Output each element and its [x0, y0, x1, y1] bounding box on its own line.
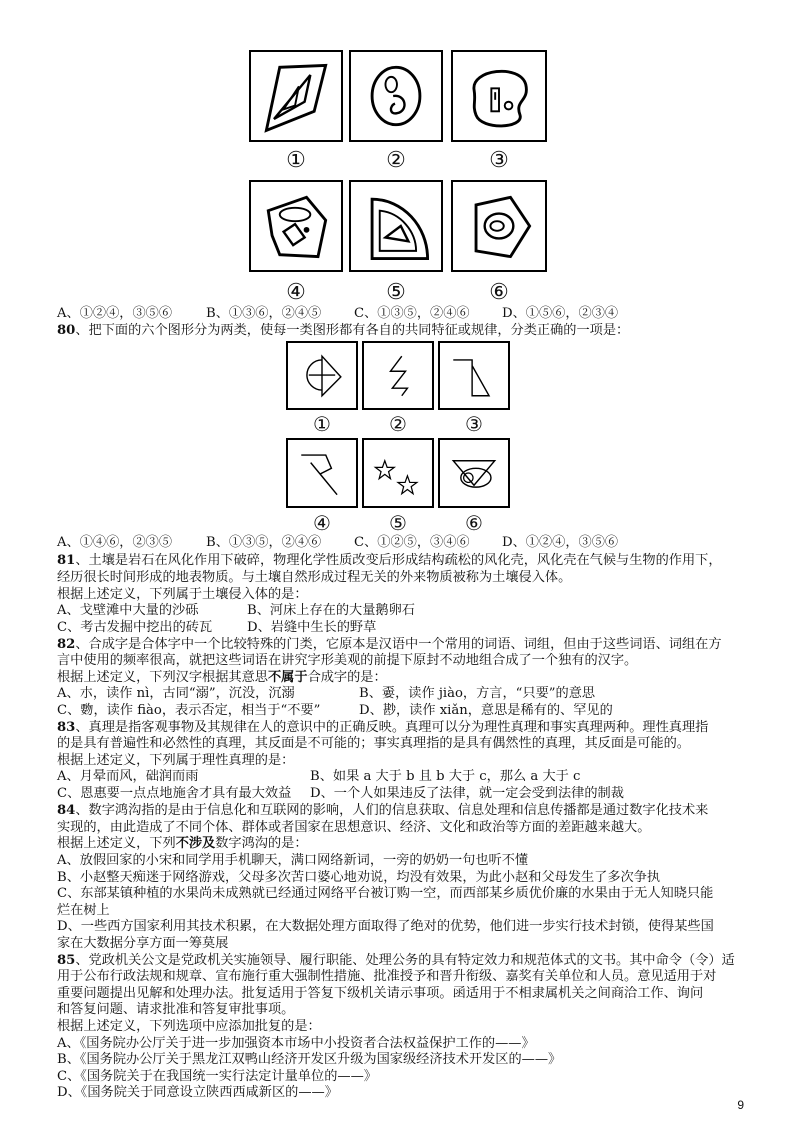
q83-options-row-2: [57, 786, 624, 802]
q84-option-c-cont: 烂在树上: [57, 903, 110, 918]
q81-text-1: 、土壤是岩石在风化作用下破碎，物理化学性质改变后形成结构疏松的风化壳，风化壳在气候与生物的作用下，: [75, 553, 722, 568]
q82-ask-post: 合成字的是：: [307, 670, 387, 685]
q80-option-c: C、①②⑤，③④⑥: [354, 535, 470, 550]
q84-option-d-cont: 家在大数据分享方面一筹莫展: [57, 936, 229, 951]
figure-79-label-6: ⑥: [489, 280, 509, 305]
q85-number: 85: [57, 953, 76, 968]
q79-option-a: A、①②④，③⑤⑥: [57, 306, 173, 321]
figure-80-label-6: ⑥: [465, 511, 483, 535]
q82-line-2: 言中使用的频率很高，就把这些词语在讲究字形美观的前提下原封不动地组合成了一个独有的汉字。: [57, 653, 638, 668]
two-stars-icon: [364, 440, 432, 506]
q84-option-d: D、一些西方国家利用其技术积累，在大数据处理方面取得了绝对的优势，他们进一步实行技术封锁，使得某些国: [57, 919, 714, 934]
q82-options-row-1: [57, 686, 595, 702]
q83-option-a: A、月晕而风，础润而雨: [57, 769, 199, 784]
q85-line-5: 根据上述定义，下列选项中应添加批复的是：: [57, 1019, 321, 1034]
q82-line-1: [57, 637, 722, 653]
q82-number: 82: [57, 637, 76, 652]
figure-80-panel-2: [362, 341, 434, 410]
q84-ask-bold: 不涉及: [175, 836, 216, 851]
semicircle-triangle-icon: [288, 343, 356, 408]
q82-options-row-2: [57, 703, 613, 719]
q81-line-1: [57, 553, 722, 569]
figure-80-panel-3: [438, 341, 510, 410]
q83-line-3: 根据上述定义，下列属于理性真理的是：: [57, 753, 295, 768]
q83-option-c: C、恩惠要一点点地施舍才具有最大效益: [57, 786, 292, 801]
q81-line-3: 根据上述定义，下列属于土壤侵入体的是：: [57, 587, 308, 602]
q83-line-2: 的是具有普遍性和必然性的真理，其反面是不可能的；事实真理指的是具有偶然性的真理，其反面是可能的。: [57, 736, 690, 751]
q84-line-1: [57, 803, 708, 819]
q81-options-row-1: [57, 603, 415, 619]
q82-ask-bold: 不属于: [268, 670, 308, 685]
q82-option-b: B、嫑，读作 jiào，方言，“只要”的意思: [359, 686, 596, 701]
q84-line-2: 实现的，由此造成了不同个体、群体或者国家在思想意识、经济、文化和政治等方面的差距越来越大。: [57, 820, 651, 835]
page-number: 9: [737, 1098, 744, 1112]
figure-79-label-2: ②: [386, 148, 406, 173]
figure-80-panel-5: [362, 438, 434, 508]
q84-ask-post: 数字鸿沟的是：: [215, 836, 308, 851]
q81-option-c: C、考古发掘中挖出的砖瓦: [57, 620, 213, 635]
q85-text-1: 、党政机关公文是党政机关实施领导、履行职能、处理公务的具有特定效力和规范体式的文书。其中命令（令）适: [75, 953, 735, 968]
figure-80-panel-1: [286, 341, 358, 410]
q85-option-a: A、《国务院办公厅关于进一步加强资本市场中小投资者合法权益保护工作的——》: [57, 1036, 535, 1051]
folded-triangle-icon: [288, 440, 356, 506]
figure-80-label-5: ⑤: [389, 511, 407, 535]
q84-option-a: A、放假回家的小宋和同学用手机聊天，满口网络新词，一旁的奶奶一句也听不懂: [57, 853, 529, 868]
q80-option-d: D、①②④，③⑤⑥: [502, 535, 619, 550]
figure-79-label-3: ③: [489, 148, 509, 173]
q84-option-b: B、小赵整天痴迷于网络游戏，父母多次苦口婆心地劝说，均没有效果，为此小赵和父母发生了多次争执: [57, 870, 661, 885]
triangle-ellipse-icon: [440, 440, 508, 506]
figure-80-label-4: ④: [313, 511, 331, 535]
q83-option-b: B、如果 a 大于 b 且 b 大于 c，那么 a 大于 c: [310, 769, 581, 784]
q85-line-2: 用于公布行政法规和规章、宣布施行重大强制性措施、批准授予和晋升衔级、嘉奖有关单位和人员。意见适用于对: [57, 969, 717, 984]
figure-80-label-2: ②: [389, 412, 407, 436]
q85-line-4: 和答复问题、请求批准和答复审批事项。: [57, 1002, 295, 1017]
q83-number: 83: [57, 720, 76, 735]
q81-option-b: B、河床上存在的大量鹅卵石: [247, 603, 415, 618]
q81-option-a: A、戈壁滩中大量的沙砾: [57, 603, 199, 618]
figure-80-label-1: ①: [313, 412, 331, 436]
q84-ask-pre: 根据上述定义，下列: [57, 836, 176, 851]
q84-number: 84: [57, 803, 76, 818]
q85-line-3: 重要问题提出见解和处理办法。批复适用于答复下级机关请示事项。函适用于不相隶属机关之间商洽工作、询问: [57, 986, 704, 1001]
q81-number: 81: [57, 553, 76, 568]
q80-option-b: B、①③⑤，②④⑥: [206, 535, 322, 550]
q85-option-c: C、《国务院关于在我国统一实行法定计量单位的——》: [57, 1069, 377, 1084]
figure-80: [0, 0, 800, 535]
q85-option-b: B、《国务院办公厅关于黑龙江双鸭山经济开发区升级为国家级经济技术开发区的——》: [57, 1052, 562, 1067]
q80-option-a: A、①④⑥，②③⑤: [57, 535, 173, 550]
q82-option-c: C、覅，读作 fiào，表示否定，相当于“不要”: [57, 703, 321, 718]
q82-text-1: 、合成字是合体字中一个比较特殊的门类，它原本是汉语中一个常用的词语、词组，但由于这些词语、词组在方: [75, 637, 722, 652]
figure-79-label-4: ④: [286, 280, 306, 305]
angle-lines-icon: [440, 343, 508, 408]
q82-option-d: D、尠，读作 xiǎn，意思是稀有的、罕见的: [359, 703, 613, 718]
q80-options: [57, 535, 618, 551]
q85-line-1: [57, 953, 735, 969]
q81-line-2: 经历很长时间形成的地表物质。与土壤自然形成过程无关的外来物质被称为土壤侵入体。: [57, 570, 572, 585]
q80-number: 80: [57, 323, 76, 338]
q83-text-1: 、真理是指客观事物及其规律在人的意识中的正确反映。真理可以分为理性真理和事实真理两种。理性真理指: [75, 720, 709, 735]
figure-79-label-5: ⑤: [386, 280, 406, 305]
q79-option-d: D、①⑤⑥，②③④: [502, 306, 619, 321]
figure-80-panel-6: [438, 438, 510, 508]
q83-option-d: D、一个人如果违反了法律，就一定会受到法律的制裁: [310, 786, 624, 801]
q84-ask: [57, 836, 308, 852]
q83-line-1: [57, 720, 708, 736]
q79-option-b: B、①③⑥，②④⑤: [206, 306, 322, 321]
q80-stem-text: 、把下面的六个图形分为两类，使每一类图形都有各自的共同特征或规律，分类正确的一项是：: [75, 323, 630, 338]
q84-option-c: C、东部某镇种植的水果尚未成熟就已经通过网络平台被订购一空，而西部某乡质优价廉的水果由于无人知晓只能: [57, 886, 714, 901]
q82-ask: [57, 670, 387, 686]
q83-options-row-1: [57, 769, 580, 785]
figure-79-label-1: ①: [286, 148, 306, 173]
zigzag-icon: [364, 343, 432, 408]
figure-80-panel-4: [286, 438, 358, 508]
q82-option-a: A、朩，读作 nì，古同“溺”，沉没，沉溺: [57, 686, 295, 701]
q82-ask-pre: 根据上述定义，下列汉字根据其意思: [57, 670, 268, 685]
q81-option-d: D、岩缝中生长的野草: [247, 620, 377, 635]
q85-option-d: D、《国务院关于同意设立陕西西咸新区的——》: [57, 1085, 338, 1100]
q81-options-row-2: [57, 620, 376, 636]
q79-option-c: C、①③⑤，②④⑥: [354, 306, 470, 321]
figure-80-label-3: ③: [465, 412, 483, 436]
q84-text-1: 、数字鸿沟指的是由于信息化和互联网的影响，人们的信息获取、信息处理和信息传播都是通过数字化技术来: [75, 803, 709, 818]
